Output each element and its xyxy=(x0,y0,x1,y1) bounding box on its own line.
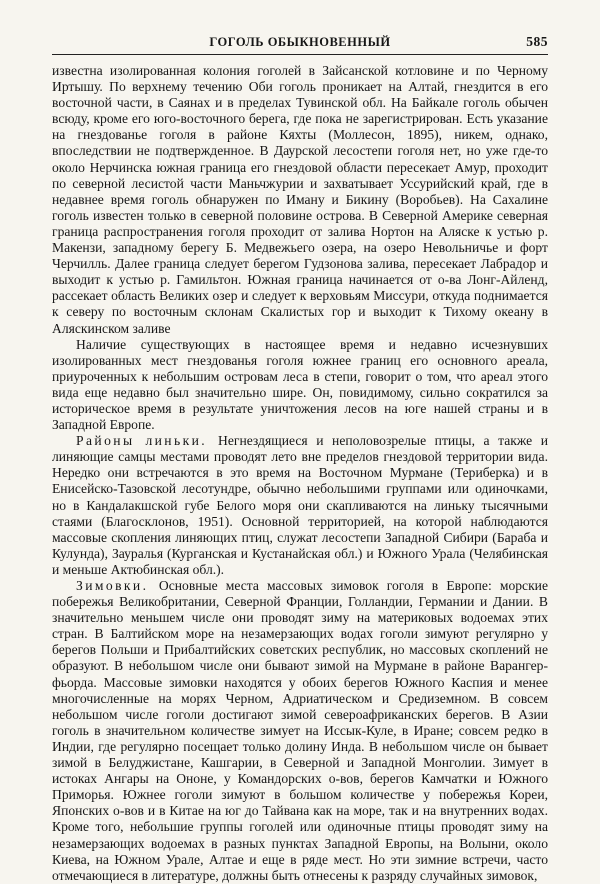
paragraph-molting-areas xyxy=(52,433,548,578)
page-body xyxy=(52,63,548,884)
paragraph-wintering xyxy=(52,578,548,884)
paragraph-text: Наличие существующих в настоящее время и недавно исчезнувших изолированных мест гнездованья гоголя южнее границ его основного ареала, приуроченных к небольшим островам леса в степи, говорит о том, что ареал этого вида еще недавно был значительно шире. Он, повидимому, сильно сократился за историческое время в результате уничтожения лесов на юге нашей страны и в Западной Европе. xyxy=(52,336,548,433)
paragraph-range-reduction xyxy=(52,337,548,434)
page-number: 585 xyxy=(526,34,548,49)
section-heading-wintering: Зимовки. xyxy=(76,578,159,593)
paragraph-text: известна изолированная колония гоголей в Зайсанской котловине и по Черному Иртышу. По верхнему течению Оби гоголь проникает на Алтай, гнездится в его восточной части, в Саянах и в пределах Тувинской обл. На Байкале гоголь обычен всюду, кроме его юго-восточного берега, где пока не зарегистрирован. Есть указание на гнездованье гоголя в районе Кяхты (Моллесон, 1895), никем, однако, впоследствии не подтвержденное. В Даурской лесостепи гоголя нет, но уже где-то около Нерчинска южная граница его гнездовой области пересекает Амур, проходит по северной лесистой части Маньчжурии и захватывает Уссурийский край, где в недавнее время гоголь обнаружен по Иману и Бикину (Воробьев). На Сахалине гоголь известен только в северной половине острова. В Северной Америке северная граница распространения гоголя проходит от залива Нортон на Аляске к устью р. Макензи, западному берегу Б. Медвежьего озера, на озеро Невольничье и форт Черчилль. Далее граница следует берегом Гудзонова залива, пересекает Лабрадор и выходит к устью р. Гамильтон. Южная граница начинается от о-ва Лонг-Айленд, рассекает область Великих озер и следует к верховьям Миссури, откуда поднимается к северу по восточным склонам Скалистых гор и выходит к Тихому океану в Аляскинском заливе xyxy=(52,63,548,336)
paragraph-text: Основные места массовых зимовок гоголя в Европе: морские побережья Великобритании, Северной Франции, Голландии, Германии и Дании. В значительно меньшем числе они проводят зиму на материковых водоемах этих стран. В Балтийском море на незамерзающих водах гоголи зимуют регулярно у берегов Польши и Прибалтийских советских республик, но массовых скоплений не образуют. В небольшом числе они бывают зимой на Мурмане в районе Варангер-фьорда. Массовые зимовки находятся у обоих берегов Южного Каспия и менее многочисленные на морях Черном, Адриатическом и Средиземном. В совсем небольшом числе гоголи достигают зимой североафриканских берегов. В Азии гоголь в значительном количестве зимует на Иссык-Куле, в Иране; совсем редко в Индии, где регулярно посещает только долину Инда. В небольшом числе он бывает зимой в Белуджистане, Кашгарии, в Северной и Западной Монголии. Зимует в истоках Ангары на Ононе, у Командорских о-вов, берегов Камчатки и Южного Приморья. Южнее гоголи зимуют в большом количестве у побережья Кореи, Японских о-вов и в Китае на юг до Тайвана как на море, так и на внутренних водах. Кроме того, небольшие группы гоголей или одиночные птицы проводят зиму на незамерзающих водоемах в разных пунктах Западной Европы, на Волыни, около Киева, на Южном Урале, Алтае и еще в ряде мест. Но эти зимние встречи, часто отмечающиеся в литературе, должны быть отнесены к разряду случайных зимовок, xyxy=(52,578,548,883)
running-header xyxy=(52,34,548,54)
section-heading-molting: Районы линьки. xyxy=(76,433,219,449)
paragraph-range-continuation xyxy=(52,63,548,337)
header-rule xyxy=(52,54,548,55)
running-title: ГОГОЛЬ ОБЫКНОВЕННЫЙ xyxy=(209,35,391,49)
paragraph-text: Негнездящиеся и неполовозрелые птицы, а также и линяющие самцы местами проводят лето вне пределов гнездовой территории вида. Нередко они встречаются в это время на Восточном Мурмане (Териберка) и в Енисейско-Тазовской лесотундре, обычно небольшими группами или одиночками, но в Кандалакшской губе Белого моря они скапливаются на линьку тысячными стаями (Благосклонов, 1951). Основной территорией, на которой наблюдаются массовые скопления линяющих птиц, служат лесостепи Западной Сибири (Бараба и Кулунда), Зауралья (Курганская и Кустанайская обл.) и Южного Урала (Челябинская и меньше Актюбинская обл.). xyxy=(52,433,548,577)
